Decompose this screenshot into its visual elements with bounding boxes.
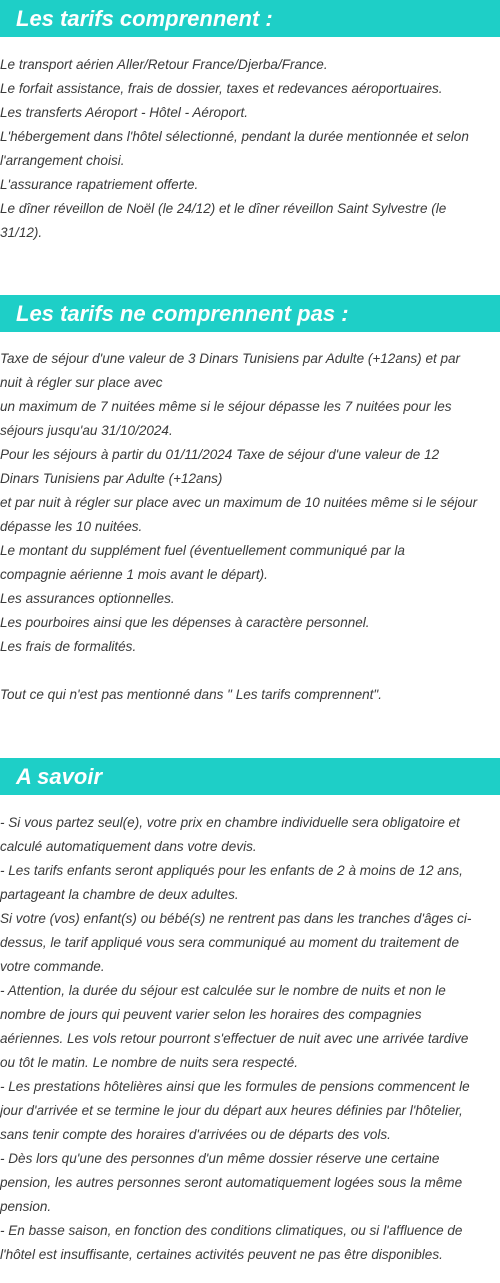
- text-line: sans tenir compte des horaires d'arrivées ou de départs des vols.: [0, 1127, 391, 1142]
- text-line: Le dîner réveillon de Noël (le 24/12) et le dîner réveillon Saint Sylvestre (le: [0, 201, 447, 216]
- text-line: - Les prestations hôtelières ainsi que les formules de pensions commencent le: [0, 1079, 470, 1094]
- section-body-not-included: [0, 347, 500, 707]
- text-line: calculé automatiquement dans votre devis.: [0, 839, 257, 854]
- text-line: - Attention, la durée du séjour est calculée sur le nombre de nuits et non le: [0, 983, 446, 998]
- text-line: pension, les autres personnes seront automatiquement logées sous la même: [0, 1175, 463, 1190]
- text-line: Le forfait assistance, frais de dossier, taxes et redevances aéroportuaires.: [0, 81, 443, 96]
- text-line: - Si vous partez seul(e), votre prix en chambre individuelle sera obligatoire et: [0, 815, 460, 830]
- text-line: partageant la chambre de deux adultes.: [0, 887, 239, 902]
- text-line: Le transport aérien Aller/Retour France/Djerba/France.: [0, 57, 328, 72]
- text-line: dessus, le tarif appliqué vous sera communiqué au moment du traitement de: [0, 935, 460, 950]
- text-line: nombre de jours qui peuvent varier selon les horaires des compagnies: [0, 1007, 422, 1022]
- text-line: 31/12).: [0, 225, 43, 240]
- text-line: - En basse saison, en fonction des conditions climatiques, ou si l'affluence de: [0, 1223, 463, 1238]
- text-line: séjours jusqu'au 31/10/2024.: [0, 423, 173, 438]
- section-body-included: [0, 53, 500, 245]
- text-line: Si votre (vos) enfant(s) ou bébé(s) ne rentrent pas dans les tranches d'âges ci-: [0, 911, 472, 926]
- text-line: - Les tarifs enfants seront appliqués pour les enfants de 2 à moins de 12 ans,: [0, 863, 463, 878]
- section-header-not-included: Les tarifs ne comprennent pas :: [0, 295, 500, 332]
- text-line: Les transferts Aéroport - Hôtel - Aéroport.: [0, 105, 249, 120]
- text-line: l'hôtel est insuffisante, certaines activités peuvent ne pas être disponibles.: [0, 1247, 443, 1262]
- text-line: - Dès lors qu'une des personnes d'un même dossier réserve une certaine: [0, 1151, 440, 1166]
- text-line: ou tôt le matin. Le nombre de nuits sera respecté.: [0, 1055, 299, 1070]
- text-line: nuit à régler sur place avec: [0, 375, 163, 390]
- text-line: un maximum de 7 nuitées même si le séjour dépasse les 7 nuitées pour les: [0, 399, 452, 414]
- text-line: Les pourboires ainsi que les dépenses à caractère personnel.: [0, 615, 370, 630]
- text-line: L'assurance rapatriement offerte.: [0, 177, 199, 192]
- text-line: compagnie aérienne 1 mois avant le départ).: [0, 567, 268, 582]
- text-line: Les frais de formalités.: [0, 639, 137, 654]
- blank-line: [0, 659, 500, 683]
- text-line: Les assurances optionnelles.: [0, 591, 175, 606]
- text-line: Pour les séjours à partir du 01/11/2024 Taxe de séjour d'une valeur de 12: [0, 447, 440, 462]
- section-header-included: Les tarifs comprennent :: [0, 0, 500, 37]
- text-line: Dinars Tunisiens par Adulte (+12ans): [0, 471, 223, 486]
- text-line: et par nuit à régler sur place avec un maximum de 10 nuitées même si le séjour: [0, 495, 478, 510]
- text-line: aériennes. Les vols retour pourront s'effectuer de nuit avec une arrivée tardive: [0, 1031, 469, 1046]
- text-line: Taxe de séjour d'une valeur de 3 Dinars Tunisiens par Adulte (+12ans) et par: [0, 351, 461, 366]
- text-line: L'hébergement dans l'hôtel sélectionné, pendant la durée mentionnée et selon: [0, 129, 469, 144]
- text-line: l'arrangement choisi.: [0, 153, 125, 168]
- section-body-a-savoir: [0, 811, 500, 1267]
- text-line: votre commande.: [0, 959, 105, 974]
- section-header-a-savoir: A savoir: [0, 758, 500, 795]
- text-line: dépasse les 10 nuitées.: [0, 519, 143, 534]
- text-line: jour d'arrivée et se termine le jour du départ aux heures définies par l'hôtelier,: [0, 1103, 463, 1118]
- text-line: Le montant du supplément fuel (éventuellement communiqué par la: [0, 543, 405, 558]
- text-line: Tout ce qui n'est pas mentionné dans " Les tarifs comprennent".: [0, 687, 383, 702]
- text-line: pension.: [0, 1199, 52, 1214]
